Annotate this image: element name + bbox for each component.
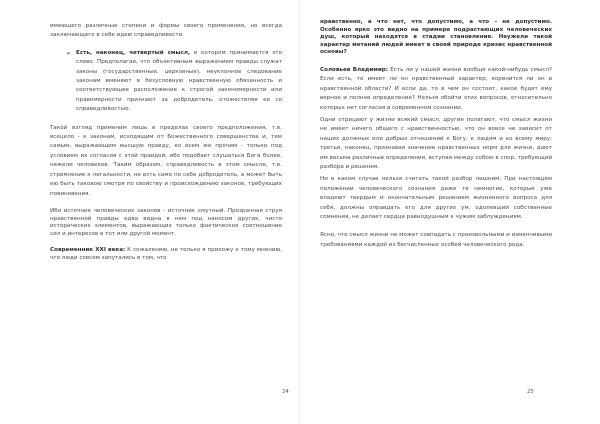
left-paragraph-1: Такой взгляд применим лишь в пределах своего предположения, т.е. всецело - к законам, исходящим от Божественного совершенства и, тем самым, выражающим высшую правду, ко всем же прочим - только под условием их согласия с этой правдой; ибо подобает слушаться Бога более, нежели человеков. Таким образом, справедливость в этом смысле, т.е. стремление к легальности, не есть само по себе добродетель, а может быть ею быть таковою смотря по свойству и происхождению законов, требующих повиновения. bbox=[50, 124, 282, 197]
speaker-label-solovyov: Соловьев Владимир: bbox=[320, 66, 389, 73]
right-paragraph-2: Одни отрицают у жизни всякий смысл, другие полагают, что смысл жизни не имеет ничего общего с нравственностью, что он вовсе не зависит от наших должных или добрых отношений к Богу, к людям и ко всему миру; третьи, наконец, признавая значение нравственных норм для жизни, дают им весьма различные определения, вступая между собою в спор, требующий разбора и решения. bbox=[320, 117, 552, 171]
left-intro-paragraph: имеющего различные степени и формы своего применения, но всегда заключающего в себе идею справедливости. bbox=[50, 23, 282, 39]
right-paragraph-1-text: Есть ли у нашей жизни вообще какой-нибудь смысл? Если есть, то имеет ли он нравственный характер, коренится ли он в нравственной области? И если да, то в чем он состоит, какое будет ему верное и полное определение? Нельзя обойти этих вопросов, относительно которых нет согласия в современном сознании. bbox=[320, 66, 552, 111]
arrow-bullet-icon: ➢ bbox=[66, 49, 72, 57]
speaker-label-contemporary: Современник XXI века: bbox=[50, 247, 126, 254]
bullet-item bbox=[66, 49, 282, 115]
page-number-right: 25 bbox=[527, 389, 534, 395]
right-paragraph-3: Ни в каком случае нельзя считать такой разбор лишним. При настоящем положении человеческого сознания даже те немногие, которые уже владеют твердым и окончательным решением жизненного вопроса для себя, должны оправдать его для других ум, одолевший собственные сомнения, не делает сердце равнодушным к чужим заблуждениям. bbox=[320, 176, 552, 221]
right-continued-bold-paragraph: нравственно, а что нет, что допустимо, а что – не допустимо. Особенно ярко это видно на примере подрастающих человеческих душ, который находятся в стадии становления. Неужели такой характер метаний людей имеет в своей природе кризис нравственной основы? bbox=[320, 19, 552, 56]
page-number-left: 24 bbox=[282, 389, 289, 395]
left-paragraph-3-text: К сожалению, не только я прихожу к тому мнению, что люди совсем запутались в том, что bbox=[50, 247, 282, 261]
right-paragraph-1 bbox=[320, 66, 552, 113]
right-page bbox=[300, 0, 600, 424]
left-paragraph-2: Ибо источник человеческих законов - источник смутный. Прозрачная струя нравственной правды едва видна в нем под наносом других, чисто исторических элементов, выражающих только фактическое соотношение сил и интересов в тот или другой момент. bbox=[50, 207, 282, 237]
bullet-text: в котором принимается это слово. Предполагая, что объективным выражением правды служат законы (государственные, церковные), неуклонное следование законам вменяют в безусловную нравственную обязанность и соответствующее расположение к строгой закономерности или правомерности признают за добродетель, отожествляя ее со справедливостью. bbox=[76, 49, 282, 113]
left-paragraph-3 bbox=[50, 247, 282, 262]
right-paragraph-4: Ясно, что смысл жизни не может совпадать с произвольными и изменчивыми требованиями каждой из бесчисленных особей человеческого рода. bbox=[320, 232, 553, 248]
bullet-paragraph bbox=[76, 49, 282, 115]
bullet-lead: Есть, наконец, четвертый смысл, bbox=[76, 49, 191, 56]
